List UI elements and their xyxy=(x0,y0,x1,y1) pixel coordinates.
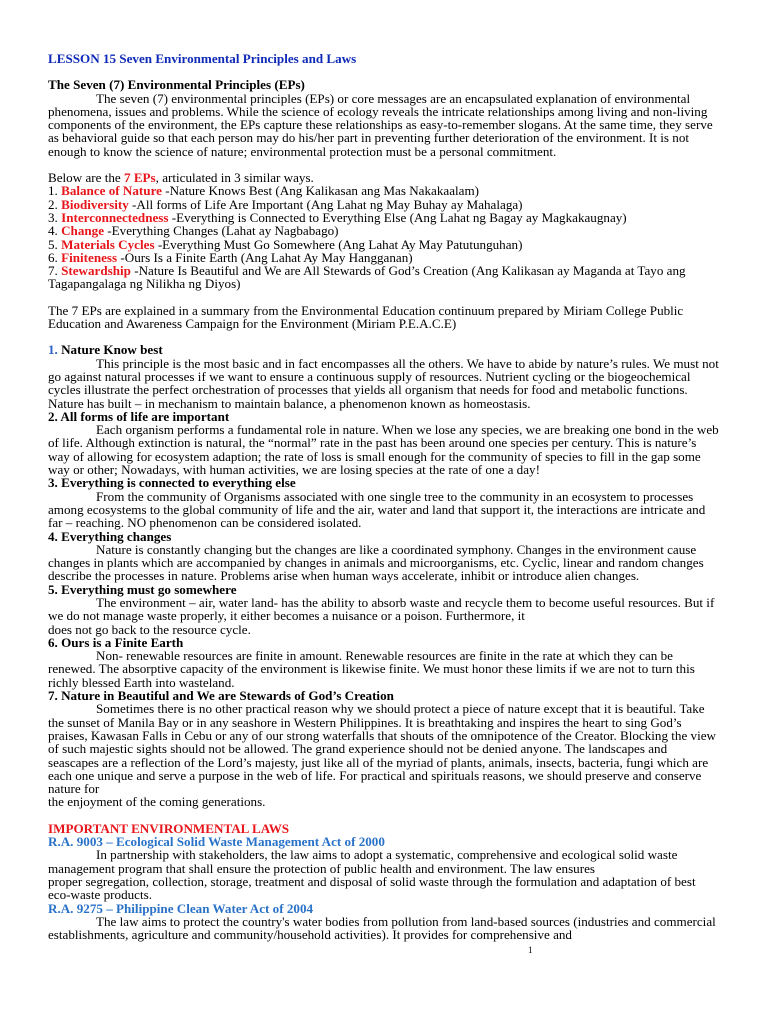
principle-heading: 2. All forms of life are important xyxy=(48,408,230,424)
laws-heading: IMPORTANT ENVIRONMENTAL LAWS xyxy=(48,820,290,836)
principle-body: Non- renewable resources are finite in amount. Renewable resources are finite in the rate at which they can be renewed. The absorptive capacity of the environment is likewise finite. We must honor these limits if we are not to turn this richly blessed Earth into wasteland. xyxy=(48,648,695,690)
principle-heading: 6. Ours is a Finite Earth xyxy=(48,634,184,650)
principle-number: 1. xyxy=(48,342,58,358)
document-page xyxy=(48,52,720,941)
ep-item xyxy=(48,184,720,197)
ep-desc: -Ours Is a Finite Earth (Ang Lahat Ay May Hangganan) xyxy=(117,249,413,265)
ep-desc: -Nature Knows Best (Ang Kalikasan ang Mas Nakakaalam) xyxy=(161,183,480,199)
law-title: R.A. 9003 – Ecological Solid Waste Management Act of 2000 xyxy=(48,834,385,850)
principle-body: Nature is constantly changing but the changes are like a coordinated symphony. Changes in the environment cause changes in plants which are accompanied by changes in animals and microorganisms, etc. Cyclic, linear and random changes describe the processes in nature. Problems arise when human ways accelerate, inhibit or introduce alien changes. xyxy=(48,541,704,584)
ep-num: 2. xyxy=(48,196,62,212)
ep-desc: -Everything Must Go Somewhere (Ang Lahat Ay May Patutunguhan) xyxy=(154,236,523,252)
laws-section xyxy=(48,822,720,942)
ep-name: Materials Cycles xyxy=(61,236,155,252)
ep-name: Change xyxy=(61,223,105,239)
ep-desc: -Everything Changes (Lahat ay Nagbabago) xyxy=(104,223,339,239)
ep-num: 4. xyxy=(48,223,62,239)
eps-intro: The seven (7) environmental principles (EPs) or core messages are an encapsulated explanation of environmental phenomena, issues and problems. While the science of ecology reveals the intricate relationships among living and non-living components of the environment, the EPs capture these relationships as easy-to-remember slogans. At the same time, they serve as behavioral guide so that each person may do his/her part in preventing further deterioration of the environment. It is not enough to know the science of nature; environmental protection must be a personal commitment. xyxy=(48,90,713,159)
below-red: 7 EPs xyxy=(124,170,156,186)
ep-name: Interconnectedness xyxy=(61,209,169,225)
ep-num: 5. xyxy=(48,236,62,252)
ep-name: Balance of Nature xyxy=(61,183,162,199)
ep-desc: -All forms of Life Are Important (Ang Lahat ng May Buhay ay Mahalaga) xyxy=(128,196,523,212)
ep-name: Stewardship xyxy=(61,263,131,279)
principles-section xyxy=(48,343,720,808)
lesson-title: LESSON 15 Seven Environmental Principles and Laws xyxy=(48,51,357,66)
ep-name: Finiteness xyxy=(61,249,118,265)
ep-num: 6. xyxy=(48,249,62,265)
law-body: In partnership with stakeholders, the law aims to adopt a systematic, comprehensive and ecological solid waste management program that shall ensure the protection of public health and environment. The law ensures xyxy=(48,847,678,876)
ep-item xyxy=(48,264,720,291)
law-body: The law aims to protect the country's water bodies from pollution from land-based sources (industries and commercial establishments, agriculture and community/household activities). It provides for comprehensive and xyxy=(48,913,716,943)
ep-item xyxy=(48,251,720,264)
principle-heading: 3. Everything is connected to everything else xyxy=(48,475,296,491)
ep-num: 3. xyxy=(48,209,62,225)
ep-desc: -Nature Is Beautiful and We are All Stewards of God’s Creation (Ang Kalikasan ay Maganda at Tayo ang Tagapangalaga ng Nilikha ng Diyos) xyxy=(48,263,686,292)
principle-heading xyxy=(48,343,720,356)
principle-body-cont: the enjoyment of the coming generations. xyxy=(48,794,266,810)
principle-heading: 5. Everything must go somewhere xyxy=(48,581,237,597)
law-body-cont: proper segregation, collection, storage, treatment and disposal of solid waste through the formulation and adaptation of best eco-waste products. xyxy=(48,873,696,903)
principle-body: This principle is the most basic and in fact encompasses all the others. We have to abide by nature’s rules. We must not go against natural processes if we want to ensure a continuous supply of resources. Nutrient cycling or the biogeochemical cycles illustrate the perfect orchestration of processes that yields all organism that needs for food and metabolic functions. Nature has built – in mechanism to maintain balance, a phenomenon known as homeostasis. xyxy=(48,355,719,411)
eps-list xyxy=(48,184,720,290)
ep-desc: -Everything is Connected to Everything Else (Ang Lahat ng Bagay ay Magkakaugnay) xyxy=(168,209,627,225)
ep-item xyxy=(48,224,720,237)
law-title: R.A. 9275 – Philippine Clean Water Act of 2004 xyxy=(48,900,314,916)
principle-title: Nature Know best xyxy=(57,342,163,358)
ep-item xyxy=(48,238,720,251)
principle-heading: 4. Everything changes xyxy=(48,528,172,544)
principle-body: Each organism performs a fundamental role in nature. When we lose any species, we are breaking one bond in the web of life. Although extinction is natural, the “normal” rate in the past has been around one species per century. This is nature’s way of allowing for ecosystem adaption; the rate of loss is small enough for the community of species to fill in the gap some way or other; Nowadays, with human activities, we are losing species at the rate of one a day! xyxy=(48,422,719,478)
ep-item xyxy=(48,198,720,211)
ep-num: 1. xyxy=(48,183,62,199)
principle-body: The environment – air, water land- has the ability to absorb waste and recycle them to become useful resources. But if we do not manage waste properly, it either becomes a nuisance or a poison. Furthermore, it xyxy=(48,594,715,624)
ep-num: 7. xyxy=(48,263,62,279)
ep-item xyxy=(48,211,720,224)
principle-body: Sometimes there is no other practical reason why we should protect a piece of nature except that it is beautiful. Take the sunset of Manila Bay or in any seashore in Western Philippines. It is breathtaking and inspires the heart to sing God’s praises, Kawasan Falls in Cebu or any of our strong waterfalls that shouts of the omnipotence of the Creator. Blocking the view of such majestic sights should not be allowed. The grand experience should not be denied anyone. The landscapes and seascapes are a reflection of the Lord’s majesty, just like all of the myriad of plants, animals, insects, bacteria, fungi which are each one unique and serve a purpose in the web of life. For practical and spirituals reasons, we should preserve and conserve nature for xyxy=(48,701,716,797)
eps-below-line xyxy=(48,171,720,184)
eps-summary: The 7 EPs are explained in a summary from the Environmental Education continuum prepared by Miriam College Public Education and Awareness Campaign for the Environment (Miriam P.E.A.C.E) xyxy=(48,302,684,332)
principle-heading: 7. Nature in Beautiful and We are Stewards of God’s Creation xyxy=(48,688,394,704)
eps-heading: The Seven (7) Environmental Principles (EPs) xyxy=(48,77,305,93)
ep-name: Biodiversity xyxy=(61,196,129,212)
page-number: 1 xyxy=(528,945,533,955)
principle-body: From the community of Organisms associated with one single tree to the community in an ecosystem to processes among ecosystems to the global community of life and the air, water and land that support it, the interactions are intricate and far – reaching. NO phenomenon can be considered isolated. xyxy=(48,488,706,531)
principle-body-cont: does not go back to the resource cycle. xyxy=(48,621,251,637)
below-suffix: , articulated in 3 similar ways. xyxy=(155,170,314,186)
below-prefix: Below are the xyxy=(48,170,124,186)
